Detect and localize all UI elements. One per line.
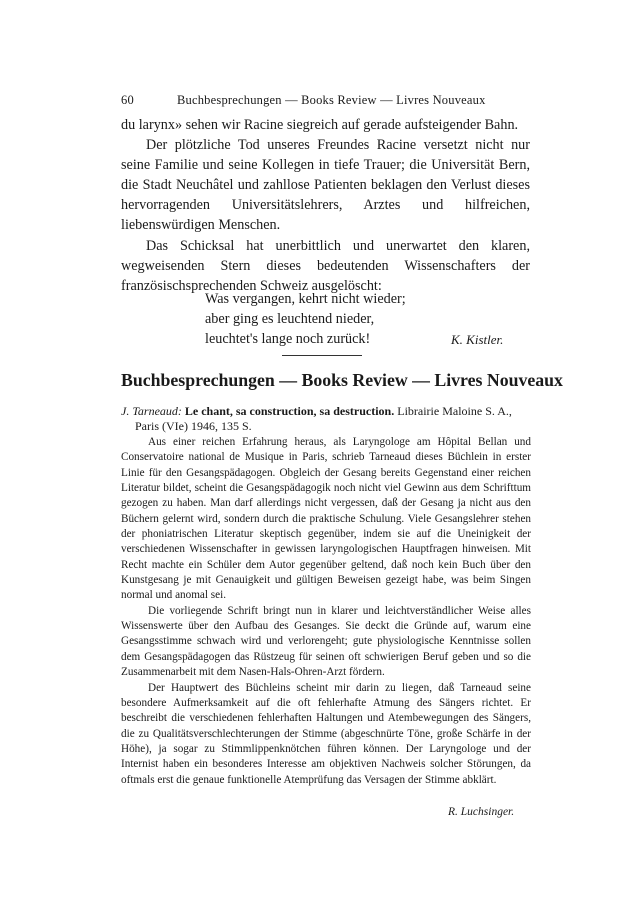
poem-line: leuchtet's lange noch zurück! bbox=[205, 331, 371, 347]
review-text bbox=[121, 435, 531, 788]
citation-author: J. Tarneaud: bbox=[121, 404, 182, 418]
review-paragraph-1: Aus einer reichen Erfahrung heraus, als Laryngologe am Hôpital Bellan und Conservatoire national de Musique in Paris, schrieb Tarneaud dieses Büchlein in erster Linie für den Gesangspädagogen. Obgleich der Gesang bereits Gegenstand einer reichen Literatur bildet, scheint die Gesangspädagogik noch nicht viel Gewinn aus dem Schrifttum gezogen zu haben. Man darf allerdings nicht vergessen, daß der Gesang ja nicht aus den Büchern gelernt wird, sondern durch die praktische Schulung. Viele Gesangslehrer stehen der phoniatrischen Literatur skeptisch gegenüber, indem sie auf die Uneinigkeit der verschiedenen Wissenschafter in gewissen laryngologischen Hauptfragen hinweisen. Mit Recht machte ein Schüler dem Autor gegenüber geltend, daß noch kein Buch über den Kunstgesang je mit Genauigkeit und gültigen Beweisen gezeigt habe, was beim Singen normal und anomal sei. bbox=[121, 436, 531, 602]
review-paragraph-3: Der Hauptwert des Büchleins scheint mir darin zu liegen, daß Tarneaud seine besondere Aufmerksamkeit auf die oft fehlerhafte Atmung des Sängers richtet. Er beschreibt die verschiedenen fehlerhaften Haltungen und Atembewegungen des Sängers, die zu Qualitätsverschlechterungen der Stimme (abgeschnürte Töne, große Schärfe in der Höhe), ja sogar zu Stimmlippenknötchen führen können. Der Laryngologe und der Internist haben ein besonderes Interesse am objektiven Nachweis solcher Störungen, da oftmals erst die genaue funktionelle Atemprüfung das Versagen der Stimme abklärt. bbox=[121, 681, 531, 786]
poem-line: aber ging es leuchtend nieder, bbox=[205, 311, 375, 327]
poem-quote bbox=[205, 289, 406, 349]
obituary-paragraph-2: Der plötzliche Tod unseres Freundes Racine versetzt nicht nur seine Familie und seine Kollegen in tiefe Trauer; die Universität Bern, die Stadt Neuchâtel und zahllose Patienten beklagen den Verlust dieses hervorragenden Universitätslehrers, Arztes und hilfreichen, liebenswürdigen Menschen. bbox=[121, 137, 530, 234]
poem-line: Was vergangen, kehrt nicht wieder; bbox=[205, 291, 406, 307]
running-title: Buchbesprechungen — Books Review — Livres Nouveaux bbox=[177, 93, 486, 107]
review-paragraph-2: Die vorliegende Schrift bringt nun in klarer und leichtverständlicher Weise alles Wissenswerte über den Aufbau des Gesanges. Sie deckt die Gründe auf, warum eine Gesangsstimme schwach wird und verlorengeht; gute physiologische Kenntnisse sollen dem Gesangspädagogen das Rüstzeug für seinen oft schwierigen Beruf geben und so die Zusammenarbeit mit dem Nasen-Hals-Ohren-Arzt fördern. bbox=[121, 604, 531, 679]
page-number: 60 bbox=[121, 93, 134, 107]
citation-title: Le chant, sa construction, sa destruction. bbox=[184, 404, 395, 418]
review-citation bbox=[121, 404, 533, 434]
section-heading: Buchbesprechungen — Books Review — Livres Nouveaux bbox=[121, 370, 563, 390]
citation-place-year: Paris (VIe) 1946, 135 S. bbox=[135, 418, 252, 433]
obituary-paragraph-1: du larynx» sehen wir Racine siegreich auf gerade aufsteigender Bahn. bbox=[121, 117, 519, 133]
section-divider bbox=[282, 355, 362, 356]
review-signature: R. Luchsinger. bbox=[448, 806, 515, 818]
obituary-text bbox=[121, 115, 530, 296]
obituary-paragraph-3: Das Schicksal hat unerbittlich und unerwartet den klaren, wegweisenden Stern dieses bedeutenden Wissenschafters der französischsprechenden Schweiz ausgelöscht: bbox=[121, 237, 530, 294]
citation-publisher: Librairie Maloine S. A., bbox=[397, 404, 512, 418]
obituary-signature: K. Kistler. bbox=[451, 332, 504, 347]
